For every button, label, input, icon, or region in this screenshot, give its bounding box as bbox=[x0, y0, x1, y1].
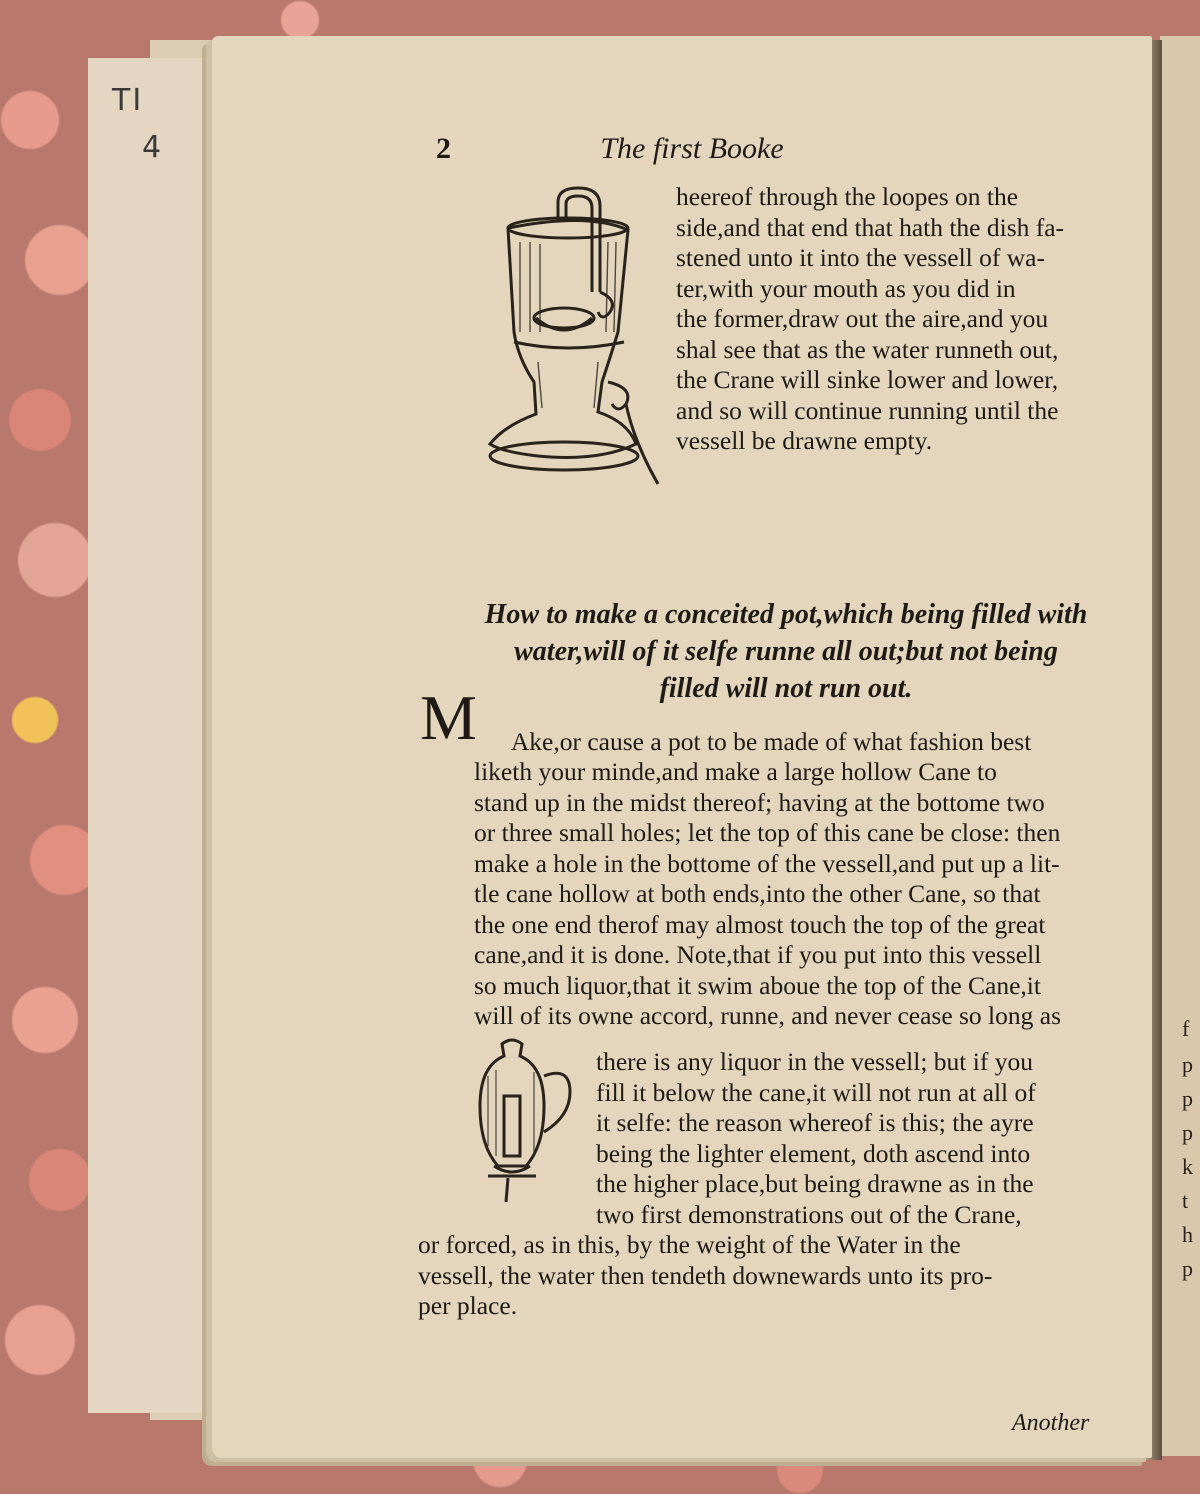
facing-page-letter: t bbox=[1182, 1188, 1189, 1213]
body-paragraph bbox=[426, 696, 1061, 1062]
running-head: The first Booke bbox=[600, 132, 784, 165]
page-number: 2 bbox=[436, 132, 451, 165]
conceited-pot-woodcut bbox=[448, 1036, 578, 1202]
facing-page-edge bbox=[1160, 36, 1200, 1456]
catchword: Another bbox=[1012, 1410, 1090, 1436]
book-page bbox=[212, 36, 1152, 1458]
crane-vessel-woodcut bbox=[478, 182, 668, 492]
wrapped-paragraph: there is any liquor in the vessell; but if you fill it below the cane,it will not run at all of it selfe: the reason whereof is this; the ayre being the lighter element, doth ascend into the higher place,but being drawne as in the two first demonstrations out of the Crane, bbox=[596, 1047, 1036, 1229]
call-number-line-1: TI bbox=[112, 83, 144, 118]
facing-page-letter: p bbox=[1182, 1120, 1193, 1145]
facing-page-letter: p bbox=[1182, 1256, 1193, 1281]
pastedown-sheet bbox=[88, 58, 219, 1413]
top-paragraph: heereof through the loopes on the side,and that end that hath the dish fa- stened unto it into the vessell of wa- ter,with your mouth as you did in the former,draw out the aire,and you shal see that as the water runneth out, the Crane will sinke lower and lower, and so will continue running until the vessell be drawne empty. bbox=[676, 182, 1065, 455]
call-number bbox=[112, 78, 172, 171]
facing-page-letter: p bbox=[1182, 1052, 1193, 1077]
facing-page-letter: k bbox=[1182, 1154, 1193, 1179]
body-paragraph-text: Ake,or cause a pot to be made of what fashion best liketh your minde,and make a large hollow Cane to stand up in the midst thereof; having at the bottome two or three small holes; let the top of this cane be close: then make a hole in the bottome of the vessell,and put up a lit- tle cane hollow at both ends,into the other Cane, so that the one end therof may almost touch the top of the great cane,and it is done. Note,that if you put into this vessell so much liquor,that it swim aboue the top of the Cane,it will of its owne accord, runne, and never cease so long as bbox=[474, 726, 1062, 1030]
call-number-line-2: 4 bbox=[142, 129, 164, 165]
facing-page-letter: h bbox=[1182, 1222, 1193, 1247]
facing-page-letter: p bbox=[1182, 1086, 1193, 1111]
page-content bbox=[212, 36, 1152, 1458]
facing-page-letter: f bbox=[1182, 1016, 1190, 1041]
drop-cap: M bbox=[420, 682, 477, 753]
closing-paragraph: or forced, as in this, by the weight of the Water in the vessell, the water then tendeth downewards unto its pro- per place. bbox=[418, 1230, 993, 1320]
section-heading: How to make a conceited pot,which being filled with water,will of it selfe runne all out;but not being filled will not run out. bbox=[484, 599, 1088, 704]
